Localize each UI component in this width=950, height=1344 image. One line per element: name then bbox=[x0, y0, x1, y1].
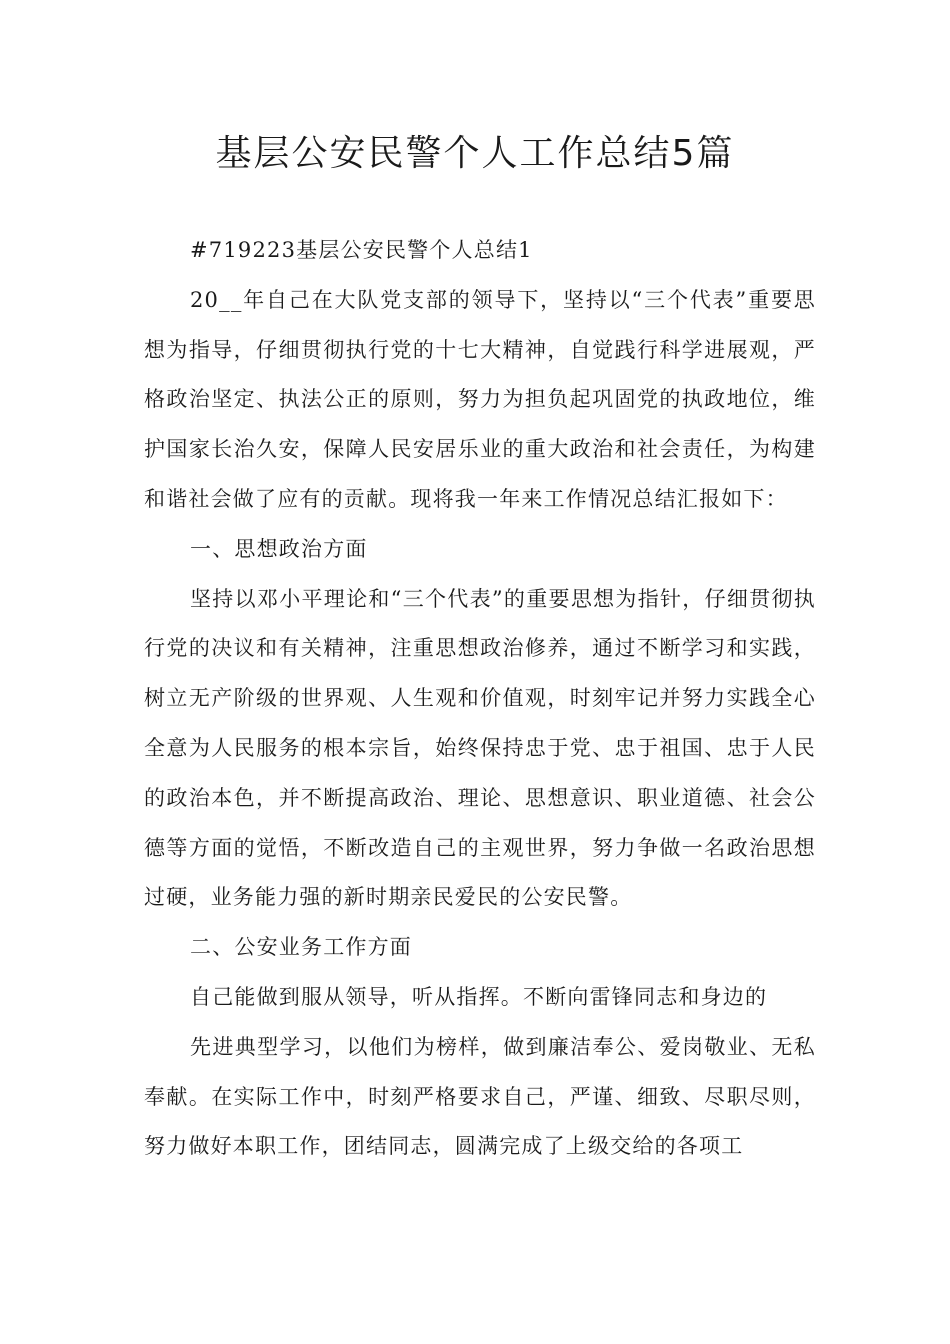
document-body bbox=[144, 226, 816, 1172]
paragraph: 先进典型学习，以他们为榜样，做到廉洁奉公、爱岗敬业、无私奉献。在实际工作中，时刻严格要求自己，严谨、细致、尽职尽则，努力做好本职工作，团结同志，圆满完成了上级交给的各项工 bbox=[144, 1034, 816, 1159]
section-heading: 二、公安业务工作方面 bbox=[190, 935, 412, 960]
paragraph: 20__年自己在大队党支部的领导下，坚持以“三个代表”重要思想为指导，仔细贯彻执行党的十七大精神，自觉践行科学进展观，严格政治坚定、执法公正的原则，努力为担负起巩固党的执政地位，维护国家长治久安，保障人民安居乐业的重大政治和社会责任，为构建和谐社会做了应有的贡献。现将我一年来工作情况总结汇报如下： bbox=[144, 287, 816, 511]
document-title: 基层公安民警个人工作总结5篇 bbox=[215, 133, 735, 174]
section-heading: 一、思想政治方面 bbox=[190, 536, 368, 561]
section-heading: #719223基层公安民警个人总结1 bbox=[190, 238, 533, 262]
paragraph: 坚持以邓小平理论和“三个代表”的重要思想为指针，仔细贯彻执行党的决议和有关精神，注重思想政治修养，通过不断学习和实践，树立无产阶级的世界观、人生观和价值观，时刻牢记并努力实践全心全意为人民服务的根本宗旨，始终保持忠于党、忠于祖国、忠于人民的政治本色，并不断提高政治、理论、思想意识、职业道德、社会公德等方面的觉悟，不断改造自己的主观世界，努力争做一名政治思想过硬，业务能力强的新时期亲民爱民的公安民警。 bbox=[144, 586, 816, 910]
paragraph: 自己能做到服从领导，听从指挥。不断向雷锋同志和身边的 bbox=[190, 984, 768, 1009]
